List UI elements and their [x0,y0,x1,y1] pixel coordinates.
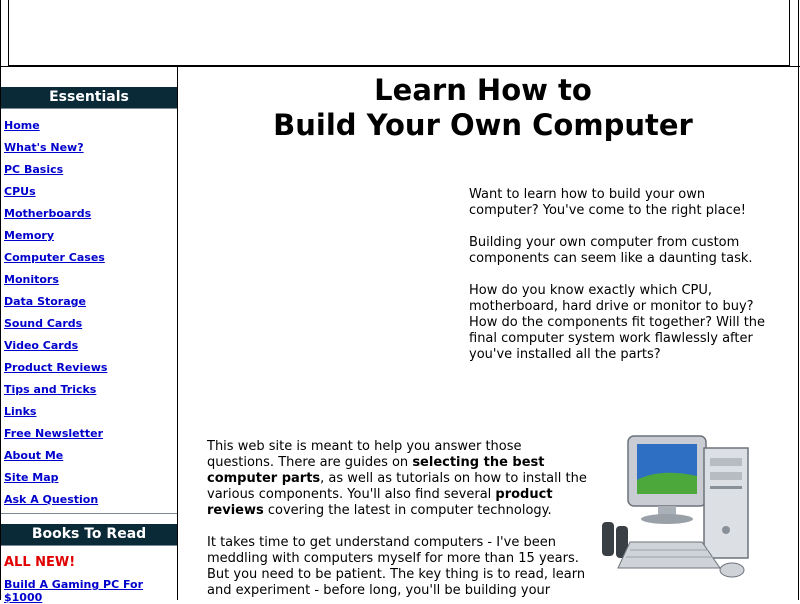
nav-link-whats-new[interactable]: What's New? [4,141,84,154]
sidebar-item-tips-and-tricks [1,377,177,399]
sidebar-item-monitors [1,267,177,289]
sidebar-item-ask-a-question [1,487,177,509]
frame-border-right [798,0,799,600]
sidebar-item-site-map [1,465,177,487]
intro-paragraph-2: Building your own computer from custom components can seem like a daunting task. [469,235,753,266]
body-text-span: covering the latest in computer technology. [263,503,552,518]
sidebar-item-video-cards [1,333,177,355]
sidebar-item-links [1,399,177,421]
nav-link-computer-cases[interactable]: Computer Cases [4,251,105,264]
essentials-heading: Essentials [1,87,177,108]
body-paragraph-2: It takes time to get understand computers - I've been meddling with computers myself for more than 15 years. But you need to be patient. The key thing is to read, learn and experiment - before long, you'll be building your [207,535,586,598]
body-text-span: This web site is meant to help you answer those questions. There are guides on [207,439,522,470]
nav-link-home[interactable]: Home [4,119,40,132]
nav-link-sound-cards[interactable]: Sound Cards [4,317,83,330]
all-new-label: ALL NEW! [4,555,76,570]
sidebar-divider [1,108,177,109]
nav-link-free-newsletter[interactable]: Free Newsletter [4,427,103,440]
sidebar-item-memory [1,223,177,245]
bold-phrase-product-reviews: product reviews [207,487,553,518]
intro-text [469,187,769,379]
page-title-line2: Build Your Own Computer [273,108,693,142]
sidebar-item-sound-cards [1,311,177,333]
page-title-line1: Learn How to [374,73,592,107]
sidebar-item-motherboards [1,201,177,223]
main-content [178,67,798,600]
body-text [207,439,591,600]
intro-paragraph-3: How do you know exactly which CPU, motherboard, hard drive or monitor to buy? How do the components fit together? Will the final computer system work flawlessly after you've installed all the parts? [469,283,766,362]
sidebar-item-cpus [1,179,177,201]
sidebar-item-data-storage [1,289,177,311]
sidebar-divider [1,545,177,546]
nav-link-motherboards[interactable]: Motherboards [4,207,92,220]
nav-link-product-reviews[interactable]: Product Reviews [4,361,108,374]
nav-link-links[interactable]: Links [4,405,37,418]
nav-link-monitors[interactable]: Monitors [4,273,59,286]
books-heading: Books To Read [1,524,177,545]
book-link-gaming-pc[interactable]: Build A Gaming PC For $1000 [4,578,144,604]
page-title [178,73,788,143]
sidebar-item-whats-new [1,135,177,157]
nav-link-tips-and-tricks[interactable]: Tips and Tricks [4,383,97,396]
sidebar-item-home [1,113,177,135]
body-paragraph-1 [207,439,591,519]
sidebar-item-pc-basics [1,157,177,179]
nav-link-memory[interactable]: Memory [4,229,55,242]
sidebar-item-product-reviews [1,355,177,377]
sidebar-item-computer-cases [1,245,177,267]
intro-paragraph-1: Want to learn how to build your own computer? You've come to the right place! [469,187,746,218]
desktop-computer-image [590,430,768,590]
nav-link-pc-basics[interactable]: PC Basics [4,163,64,176]
nav-link-video-cards[interactable]: Video Cards [4,339,79,352]
nav-link-data-storage[interactable]: Data Storage [4,295,86,308]
nav-link-ask-a-question[interactable]: Ask A Question [4,493,99,506]
sidebar [1,67,178,604]
nav-link-cpus[interactable]: CPUs [4,185,36,198]
sidebar-item-free-newsletter [1,421,177,443]
bold-phrase-best-parts: selecting the best computer parts [207,455,545,486]
sidebar-divider [1,513,177,524]
nav-link-about-me[interactable]: About Me [4,449,64,462]
top-banner-frame [8,0,790,66]
nav-list [1,113,177,509]
sidebar-item-about-me [1,443,177,465]
nav-link-site-map[interactable]: Site Map [4,471,59,484]
body-text-span: , as well as tutorials on how to install the various components. You'll also find several [207,471,587,502]
